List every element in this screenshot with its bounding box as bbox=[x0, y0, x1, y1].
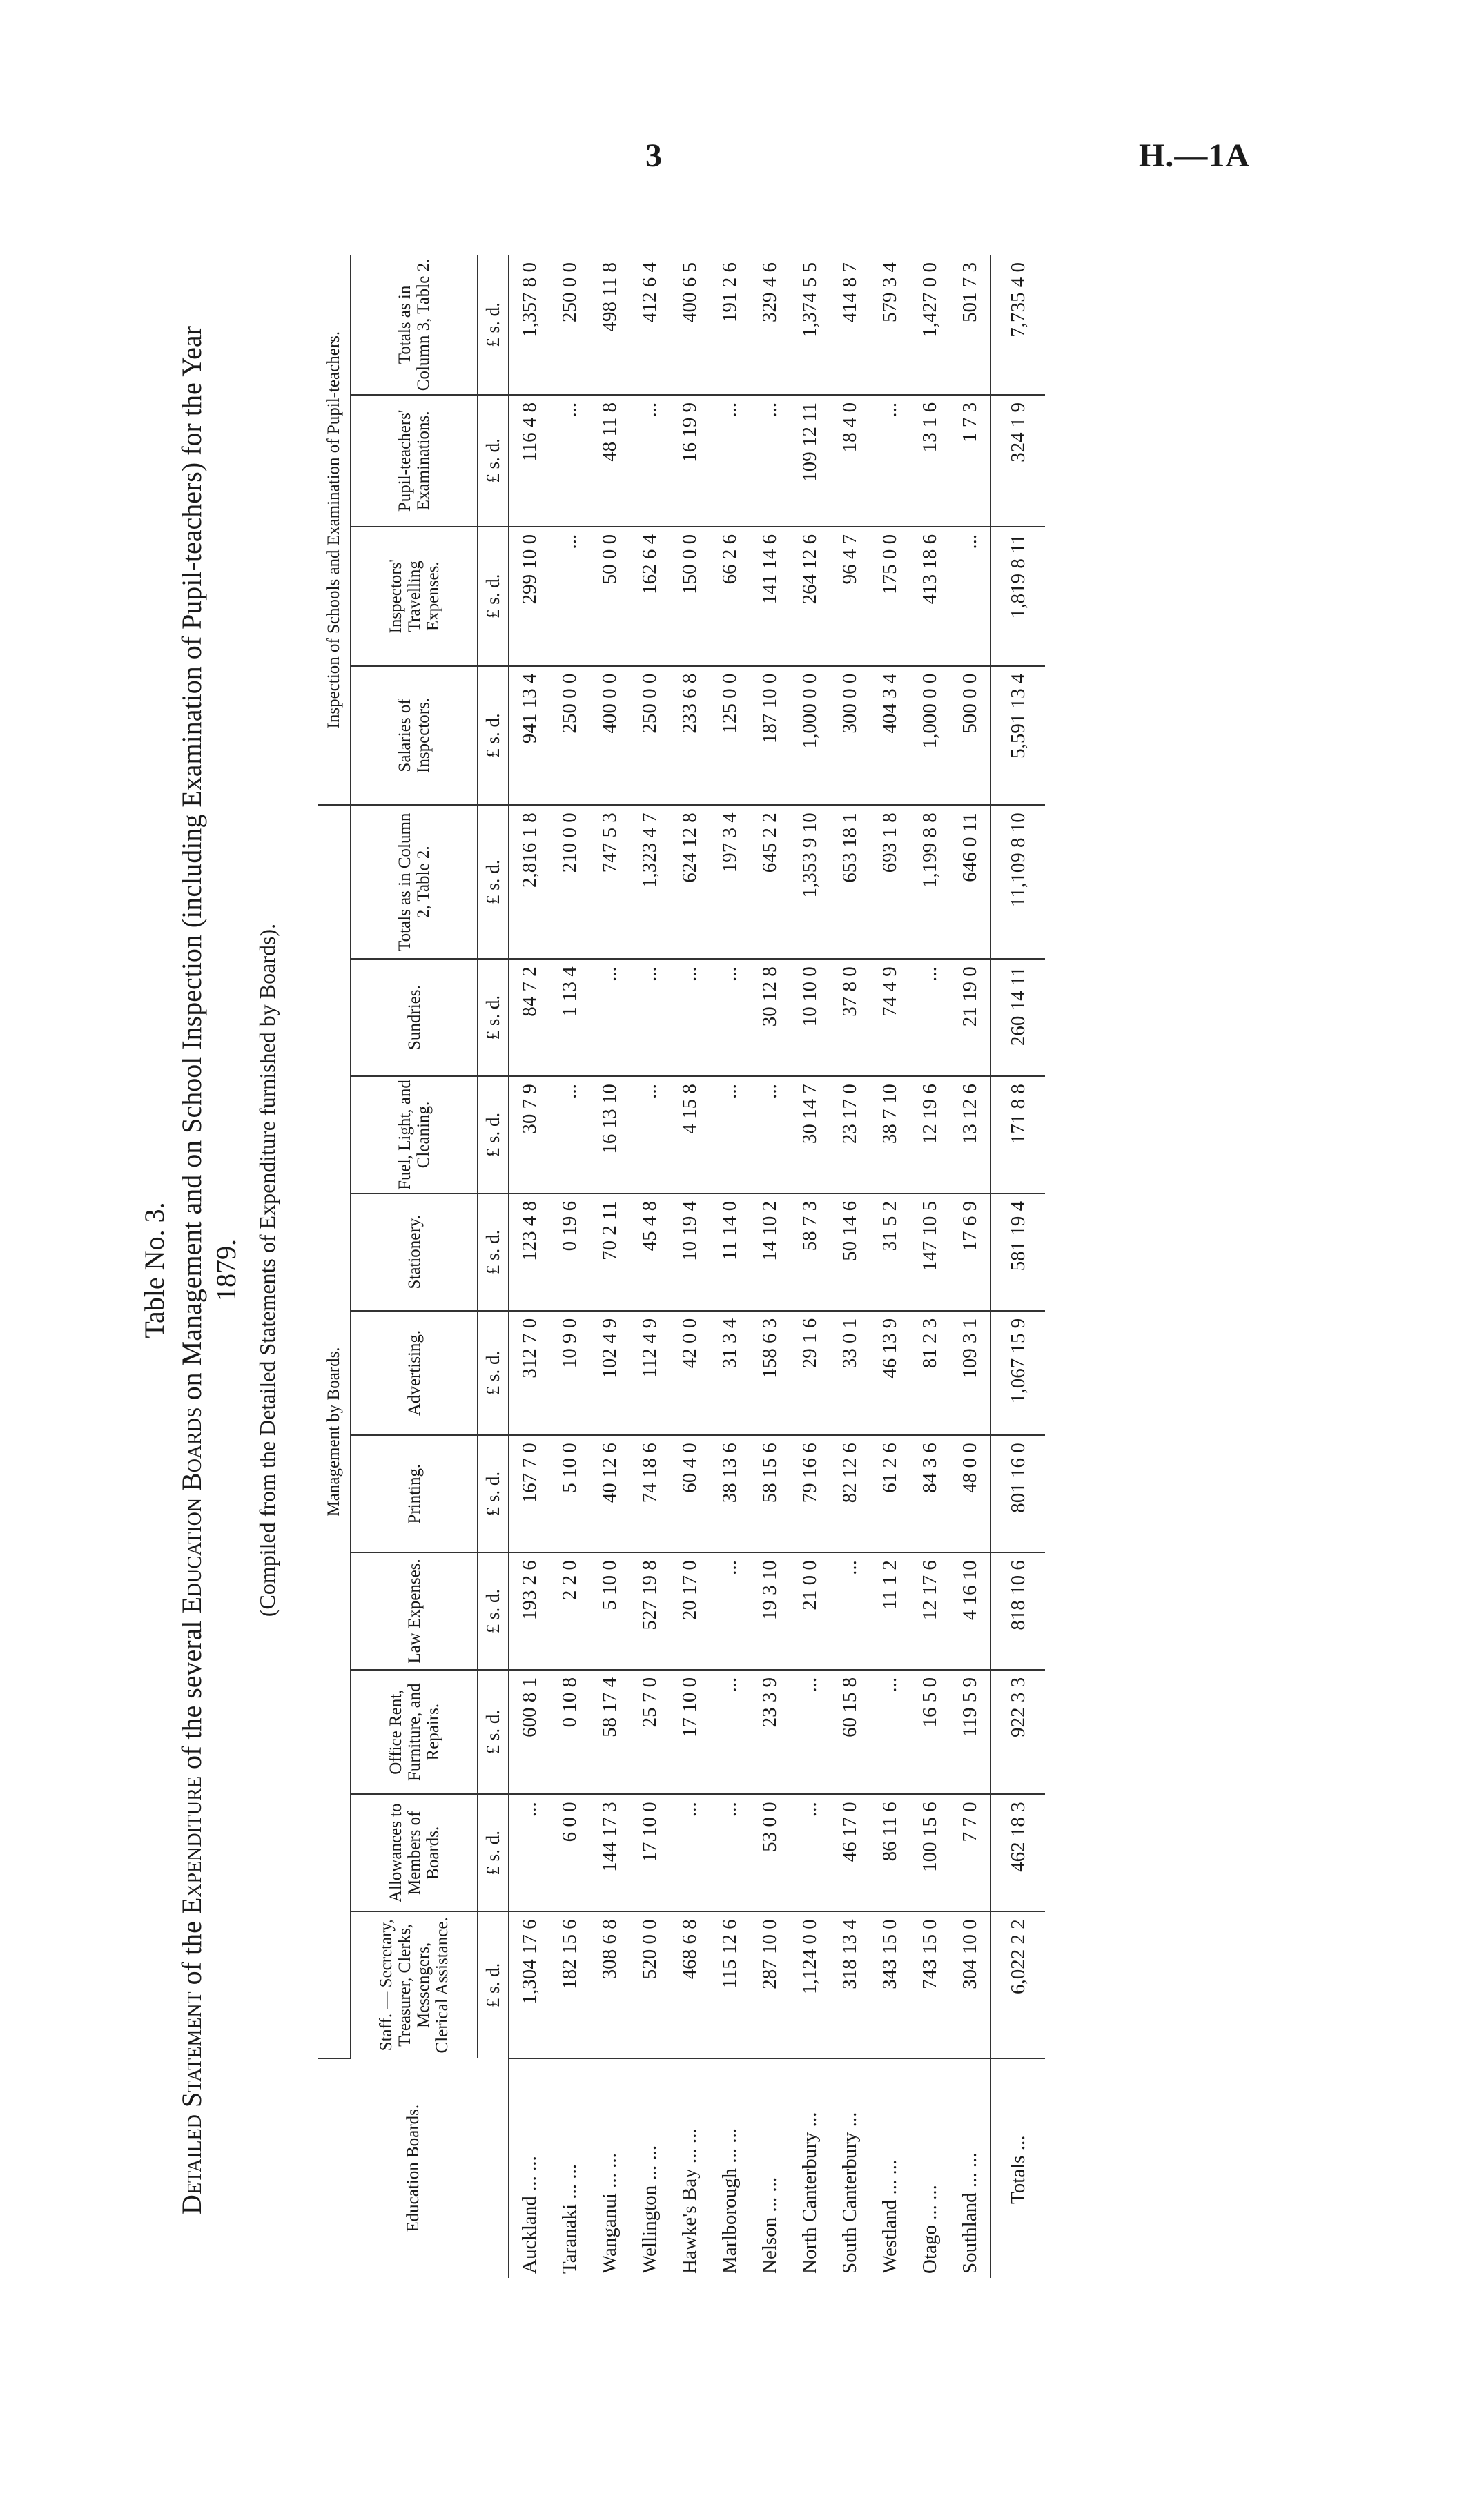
board-name: Marlborough ... ... bbox=[718, 2127, 741, 2274]
table-cell: ... bbox=[830, 1552, 870, 1670]
totals-cell: 171 8 8 bbox=[990, 1076, 1045, 1194]
table-cell: 31 5 2 bbox=[870, 1194, 910, 1311]
table-cell: 167 7 0 bbox=[509, 1435, 549, 1552]
unit-label: £ s. d. bbox=[478, 1311, 509, 1435]
table-cell: 45 4 8 bbox=[629, 1194, 670, 1311]
table-cell: ... bbox=[950, 527, 990, 666]
table-cell: 400 0 0 bbox=[589, 666, 629, 806]
table-cell: ... bbox=[670, 959, 710, 1076]
table-cell: 6 0 0 bbox=[549, 1794, 589, 1911]
board-name: Hawke's Bay ... ... bbox=[678, 2128, 701, 2274]
table-cell: 304 10 0 bbox=[950, 1911, 990, 2058]
table-cell: 1 7 3 bbox=[950, 395, 990, 527]
table-cell: ... bbox=[710, 1552, 750, 1670]
table-cell: 10 10 0 bbox=[790, 959, 830, 1076]
table-cell: 312 7 0 bbox=[509, 1311, 549, 1435]
units-row bbox=[478, 255, 509, 2278]
table-cell: 16 19 9 bbox=[670, 395, 710, 527]
table-cell: 16 13 10 bbox=[589, 1076, 629, 1194]
table-cell: 144 17 3 bbox=[589, 1794, 629, 1911]
table-cell: 193 2 6 bbox=[509, 1552, 549, 1670]
table-row bbox=[589, 255, 629, 2278]
table-row bbox=[750, 255, 790, 2278]
table-cell: ... bbox=[629, 395, 670, 527]
header-management-group: Management by Boards. bbox=[318, 805, 351, 2058]
unit-label: £ s. d. bbox=[478, 1794, 509, 1911]
table-cell: 624 12 8 bbox=[670, 805, 710, 959]
totals-cell: 1,067 15 9 bbox=[990, 1311, 1045, 1435]
table-cell: 61 2 6 bbox=[870, 1435, 910, 1552]
table-cell: 14 10 2 bbox=[750, 1194, 790, 1311]
table-cell: 645 2 2 bbox=[750, 805, 790, 959]
table-cell: 25 7 0 bbox=[629, 1670, 670, 1794]
table-cell: ... bbox=[910, 959, 950, 1076]
table-cell: 42 0 0 bbox=[670, 1311, 710, 1435]
table-cell: 329 4 6 bbox=[750, 255, 790, 395]
table-cell: 941 13 4 bbox=[509, 666, 549, 806]
table-row bbox=[950, 255, 990, 2278]
table-cell: 527 19 8 bbox=[629, 1552, 670, 1670]
title-part-4: of the several bbox=[176, 1613, 207, 1776]
totals-cell: 7,735 4 0 bbox=[990, 255, 1045, 395]
board-name: Westland ... ... bbox=[878, 2159, 901, 2274]
table-cell: 1,374 5 5 bbox=[790, 255, 830, 395]
table-cell: 12 17 6 bbox=[910, 1552, 950, 1670]
unit-label: £ s. d. bbox=[478, 666, 509, 806]
table-cell: 197 3 4 bbox=[710, 805, 750, 959]
table-cell: 1,000 0 0 bbox=[910, 666, 950, 806]
table-cell: 109 3 1 bbox=[950, 1311, 990, 1435]
board-name: Southland ... ... bbox=[958, 2152, 981, 2274]
table-cell: 250 0 0 bbox=[549, 255, 589, 395]
table-body bbox=[509, 255, 1045, 2278]
table-cell: 162 6 4 bbox=[629, 527, 670, 666]
table-cell: 308 6 8 bbox=[589, 1911, 629, 2058]
table-cell: 191 2 6 bbox=[710, 255, 750, 395]
table-cell: ... bbox=[870, 395, 910, 527]
table-cell: 17 6 9 bbox=[950, 1194, 990, 1311]
board-name: South Canterbury ... bbox=[838, 2112, 861, 2274]
table-cell: 66 2 6 bbox=[710, 527, 750, 666]
header-col-advertising: Advertising. bbox=[351, 1311, 478, 1435]
table-cell: ... bbox=[710, 1794, 750, 1911]
table-cell: 299 10 0 bbox=[509, 527, 549, 666]
table-cell: 747 5 3 bbox=[589, 805, 629, 959]
title-part-6: on Management and on School Inspection (including Examination of Pupil-teachers) for the Year 1879. bbox=[176, 326, 242, 1408]
table-main-title bbox=[175, 318, 244, 2223]
table-cell: 1,304 17 6 bbox=[509, 1911, 549, 2058]
table-cell: 112 4 9 bbox=[629, 1311, 670, 1435]
table-cell: 343 15 0 bbox=[870, 1911, 910, 2058]
table-cell: 4 16 10 bbox=[950, 1552, 990, 1670]
table-cell: 182 15 6 bbox=[549, 1911, 589, 2058]
table-cell: 10 19 4 bbox=[670, 1194, 710, 1311]
unit-label: £ s. d. bbox=[478, 1670, 509, 1794]
table-cell: 13 12 6 bbox=[950, 1076, 990, 1194]
table-cell: ... bbox=[549, 527, 589, 666]
table-cell: ... bbox=[629, 1076, 670, 1194]
table-cell: ... bbox=[870, 1670, 910, 1794]
table-cell: 58 17 4 bbox=[589, 1670, 629, 1794]
table-titles bbox=[138, 235, 280, 2306]
table-cell: 1,357 8 0 bbox=[509, 255, 549, 395]
table-cell: 1,323 4 7 bbox=[629, 805, 670, 959]
title-part-1: Detailed Statement bbox=[176, 1991, 207, 2214]
table-cell: 116 4 8 bbox=[509, 395, 549, 527]
table-cell: 250 0 0 bbox=[629, 666, 670, 806]
table-cell: 37 8 0 bbox=[830, 959, 870, 1076]
unit-label: £ s. d. bbox=[478, 1194, 509, 1311]
table-cell: 210 0 0 bbox=[549, 805, 589, 959]
table-cell: 1 13 4 bbox=[549, 959, 589, 1076]
header-col-office-rent: Office Rent, Furniture, and Repairs. bbox=[351, 1670, 478, 1794]
table-cell: 29 1 6 bbox=[790, 1311, 830, 1435]
table-cell: 147 10 5 bbox=[910, 1194, 950, 1311]
table-cell: 1,000 0 0 bbox=[790, 666, 830, 806]
table-cell: 81 2 3 bbox=[910, 1311, 950, 1435]
board-name: Nelson ... ... bbox=[758, 2176, 781, 2274]
table-cell: 10 9 0 bbox=[549, 1311, 589, 1435]
table-cell: 50 14 6 bbox=[830, 1194, 870, 1311]
table-cell: 0 19 6 bbox=[549, 1194, 589, 1311]
unit-label: £ s. d. bbox=[478, 527, 509, 666]
table-cell: 318 13 4 bbox=[830, 1911, 870, 2058]
unit-label: £ s. d. bbox=[478, 1552, 509, 1670]
table-cell: 46 13 9 bbox=[870, 1311, 910, 1435]
totals-cell: 6,022 2 2 bbox=[990, 1911, 1045, 2058]
table-row bbox=[509, 255, 549, 2278]
page-code: H.—1A bbox=[1139, 137, 1250, 174]
table-cell: 40 12 6 bbox=[589, 1435, 629, 1552]
header-col-allowances: Allowances to Members of Boards. bbox=[351, 1794, 478, 1911]
table-cell: 23 3 9 bbox=[750, 1670, 790, 1794]
table-cell: 150 0 0 bbox=[670, 527, 710, 666]
header-col-stationery: Stationery. bbox=[351, 1194, 478, 1311]
table-cell: 743 15 0 bbox=[910, 1911, 950, 2058]
table-row bbox=[670, 255, 710, 2278]
table-cell: 2,816 1 8 bbox=[509, 805, 549, 959]
table-cell: 50 0 0 bbox=[589, 527, 629, 666]
table-cell: 11 14 0 bbox=[710, 1194, 750, 1311]
header-col-staff: Staff. — Secretary, Treasurer, Clerks, Messengers, Clerical Assistance. bbox=[351, 1911, 478, 2058]
unit-label: £ s. d. bbox=[478, 1911, 509, 2058]
table-cell: 250 0 0 bbox=[549, 666, 589, 806]
table-row bbox=[549, 255, 589, 2278]
table-cell: 412 6 4 bbox=[629, 255, 670, 395]
table-row bbox=[790, 255, 830, 2278]
table-cell: 468 6 8 bbox=[670, 1911, 710, 2058]
header-col-law-expenses: Law Expenses. bbox=[351, 1552, 478, 1670]
header-col-pupil-teacher-exams: Pupil-teachers' Examinations. bbox=[351, 395, 478, 527]
table-cell: ... bbox=[790, 1794, 830, 1911]
table-cell: 79 16 6 bbox=[790, 1435, 830, 1552]
table-cell: 84 7 2 bbox=[509, 959, 549, 1076]
table-cell: 1,124 0 0 bbox=[790, 1911, 830, 2058]
table-cell: 60 4 0 bbox=[670, 1435, 710, 1552]
table-cell: 21 0 0 bbox=[790, 1552, 830, 1670]
table-cell: 18 4 0 bbox=[830, 395, 870, 527]
table-cell: 175 0 0 bbox=[870, 527, 910, 666]
table-row bbox=[710, 255, 750, 2278]
table-cell: 60 15 8 bbox=[830, 1670, 870, 1794]
rotated-table-block bbox=[138, 235, 1256, 2306]
table-cell: 96 4 7 bbox=[830, 527, 870, 666]
table-cell: 21 19 0 bbox=[950, 959, 990, 1076]
table-cell: 300 0 0 bbox=[830, 666, 870, 806]
table-cell: 5 10 0 bbox=[549, 1435, 589, 1552]
totals-cell: 1,819 8 11 bbox=[990, 527, 1045, 666]
totals-cell: 260 14 11 bbox=[990, 959, 1045, 1076]
table-cell: 84 3 6 bbox=[910, 1435, 950, 1552]
table-cell: ... bbox=[750, 1076, 790, 1194]
table-cell: 693 1 8 bbox=[870, 805, 910, 959]
table-number: Table No. 3. bbox=[139, 1202, 170, 1338]
table-cell: 5 10 0 bbox=[589, 1552, 629, 1670]
table-cell: 12 19 6 bbox=[910, 1076, 950, 1194]
table-cell: 20 17 0 bbox=[670, 1552, 710, 1670]
table-cell: 1,353 9 10 bbox=[790, 805, 830, 959]
table-cell: 2 2 0 bbox=[549, 1552, 589, 1670]
table-cell: 233 6 8 bbox=[670, 666, 710, 806]
table-cell: 500 0 0 bbox=[950, 666, 990, 806]
title-part-2: of the bbox=[176, 1914, 207, 1992]
table-cell: 287 10 0 bbox=[750, 1911, 790, 2058]
totals-label: Totals ... bbox=[990, 2058, 1045, 2278]
table-cell: 48 11 8 bbox=[589, 395, 629, 527]
table-cell: 30 12 8 bbox=[750, 959, 790, 1076]
header-col-management-totals: Totals as in Column 2, Table 2. bbox=[351, 805, 478, 959]
expenditure-table bbox=[318, 255, 1045, 2278]
table-cell: 86 11 6 bbox=[870, 1794, 910, 1911]
unit-label: £ s. d. bbox=[478, 959, 509, 1076]
board-name: Taranaki ... ... bbox=[558, 2163, 580, 2274]
table-cell: ... bbox=[509, 1794, 549, 1911]
table-cell: 520 0 0 bbox=[629, 1911, 670, 2058]
table-cell: 404 3 4 bbox=[870, 666, 910, 806]
table-cell: 30 14 7 bbox=[790, 1076, 830, 1194]
table-cell: 48 0 0 bbox=[950, 1435, 990, 1552]
table-cell: ... bbox=[629, 959, 670, 1076]
title-part-3: Expenditure bbox=[176, 1775, 207, 1915]
unit-label: £ s. d. bbox=[478, 1076, 509, 1194]
table-cell: ... bbox=[790, 1670, 830, 1794]
table-cell: 19 3 10 bbox=[750, 1552, 790, 1670]
page-number: 3 bbox=[645, 137, 662, 174]
table-cell: ... bbox=[710, 1076, 750, 1194]
header-col-inspection-totals: Totals as in Column 3, Table 2. bbox=[351, 255, 478, 395]
header-inspection-group: Inspection of Schools and Examination of Pupil-teachers. bbox=[318, 255, 351, 805]
table-cell: 109 12 11 bbox=[790, 395, 830, 527]
table-cell: 16 5 0 bbox=[910, 1670, 950, 1794]
table-cell: 7 7 0 bbox=[950, 1794, 990, 1911]
header-education-boards: Education Boards. bbox=[318, 2058, 509, 2278]
table-cell: 498 11 8 bbox=[589, 255, 629, 395]
title-part-5: Education Boards bbox=[176, 1407, 207, 1614]
board-name: Wanganui ... ... bbox=[598, 2153, 621, 2274]
table-cell: 141 14 6 bbox=[750, 527, 790, 666]
table-cell: 0 10 8 bbox=[549, 1670, 589, 1794]
table-cell: 58 15 6 bbox=[750, 1435, 790, 1552]
table-cell: 31 3 4 bbox=[710, 1311, 750, 1435]
unit-label: £ s. d. bbox=[478, 255, 509, 395]
table-cell: 400 6 5 bbox=[670, 255, 710, 395]
header-col-inspector-salaries: Salaries of Inspectors. bbox=[351, 666, 478, 806]
table-cell: ... bbox=[710, 959, 750, 1076]
table-cell: ... bbox=[670, 1794, 710, 1911]
table-cell: 38 7 10 bbox=[870, 1076, 910, 1194]
table-cell: 58 7 3 bbox=[790, 1194, 830, 1311]
table-cell: 115 12 6 bbox=[710, 1911, 750, 2058]
table-cell: 600 8 1 bbox=[509, 1670, 549, 1794]
table-cell: 653 18 1 bbox=[830, 805, 870, 959]
table-cell: 17 10 0 bbox=[670, 1670, 710, 1794]
unit-label: £ s. d. bbox=[478, 805, 509, 959]
table-cell: 17 10 0 bbox=[629, 1794, 670, 1911]
table-cell: ... bbox=[589, 959, 629, 1076]
table-cell: 74 18 6 bbox=[629, 1435, 670, 1552]
table-cell: 53 0 0 bbox=[750, 1794, 790, 1911]
unit-label: £ s. d. bbox=[478, 395, 509, 527]
table-cell: 33 0 1 bbox=[830, 1311, 870, 1435]
totals-cell: 462 18 3 bbox=[990, 1794, 1045, 1911]
totals-cell: 801 16 0 bbox=[990, 1435, 1045, 1552]
table-cell: 70 2 11 bbox=[589, 1194, 629, 1311]
table-cell: 125 0 0 bbox=[710, 666, 750, 806]
table-cell: ... bbox=[710, 1670, 750, 1794]
table-cell: ... bbox=[549, 1076, 589, 1194]
table-cell: 102 4 9 bbox=[589, 1311, 629, 1435]
table-row bbox=[910, 255, 950, 2278]
table-cell: 646 0 11 bbox=[950, 805, 990, 959]
table-cell: 4 15 8 bbox=[670, 1076, 710, 1194]
totals-row bbox=[990, 255, 1045, 2278]
header-col-printing: Printing. bbox=[351, 1435, 478, 1552]
table-cell: 501 7 3 bbox=[950, 255, 990, 395]
totals-cell: 581 19 4 bbox=[990, 1194, 1045, 1311]
table-cell: 119 5 9 bbox=[950, 1670, 990, 1794]
header-col-fuel: Fuel, Light, and Cleaning. bbox=[351, 1076, 478, 1194]
table-cell: 82 12 6 bbox=[830, 1435, 870, 1552]
totals-cell: 11,109 8 10 bbox=[990, 805, 1045, 959]
table-cell: 74 4 9 bbox=[870, 959, 910, 1076]
table-cell: 123 4 8 bbox=[509, 1194, 549, 1311]
table-cell: 38 13 6 bbox=[710, 1435, 750, 1552]
table-cell: 30 7 9 bbox=[509, 1076, 549, 1194]
table-cell: 414 8 7 bbox=[830, 255, 870, 395]
header-col-sundries: Sundries. bbox=[351, 959, 478, 1076]
table-cell: 413 18 6 bbox=[910, 527, 950, 666]
board-name: Otago ... ... bbox=[918, 2185, 941, 2274]
table-cell: ... bbox=[549, 395, 589, 527]
table-row bbox=[629, 255, 670, 2278]
table-cell: 264 12 6 bbox=[790, 527, 830, 666]
board-name: Auckland ... ... bbox=[518, 2156, 540, 2274]
totals-cell: 324 1 9 bbox=[990, 395, 1045, 527]
board-name: Wellington ... ... bbox=[638, 2145, 661, 2274]
table-subtitle: (Compiled from the Detailed Statements of Expenditure furnished by Boards). bbox=[255, 923, 280, 1617]
unit-label: £ s. d. bbox=[478, 1435, 509, 1552]
table-row bbox=[870, 255, 910, 2278]
table-row bbox=[830, 255, 870, 2278]
table-cell: 11 1 2 bbox=[870, 1552, 910, 1670]
table-cell: 579 3 4 bbox=[870, 255, 910, 395]
table-cell: ... bbox=[750, 395, 790, 527]
table-cell: 1,427 0 0 bbox=[910, 255, 950, 395]
totals-cell: 922 3 3 bbox=[990, 1670, 1045, 1794]
table-cell: 46 17 0 bbox=[830, 1794, 870, 1911]
table-cell: 158 6 3 bbox=[750, 1311, 790, 1435]
table-cell: 13 1 6 bbox=[910, 395, 950, 527]
table-cell: 23 17 0 bbox=[830, 1076, 870, 1194]
totals-cell: 5,591 13 4 bbox=[990, 666, 1045, 806]
table-cell: 100 15 6 bbox=[910, 1794, 950, 1911]
table-cell: ... bbox=[710, 395, 750, 527]
board-name: North Canterbury ... bbox=[798, 2112, 821, 2274]
totals-cell: 818 10 6 bbox=[990, 1552, 1045, 1670]
table-cell: 1,199 8 8 bbox=[910, 805, 950, 959]
header-col-travelling: Inspectors' Travelling Expenses. bbox=[351, 527, 478, 666]
table-cell: 187 10 0 bbox=[750, 666, 790, 806]
